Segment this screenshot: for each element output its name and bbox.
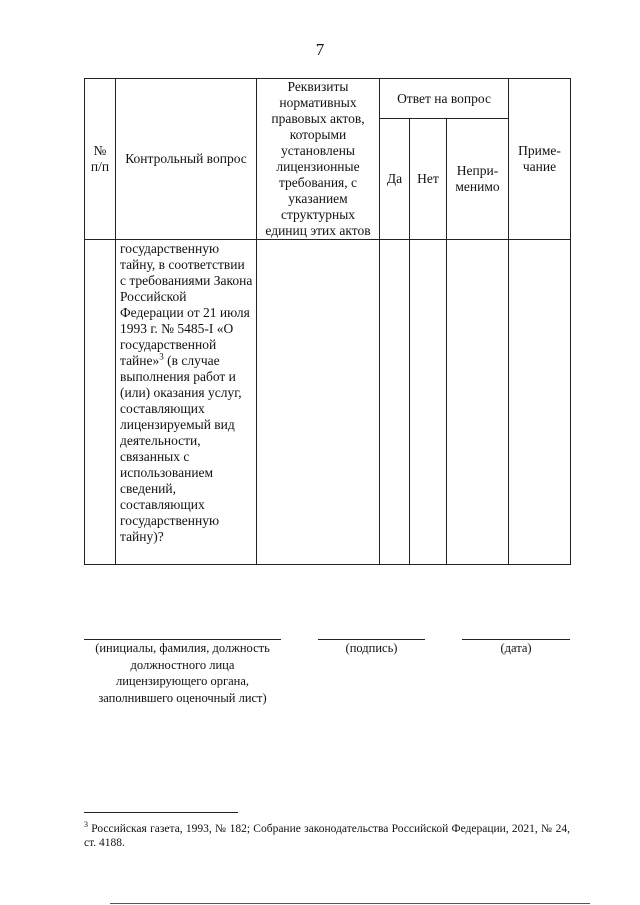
cell-number: [85, 240, 116, 565]
official-caption: (инициалы, фамилия, должность должностного лица лицензирующего органа, заполнившего оценочный лист): [95, 641, 270, 705]
cell-requisites: [257, 240, 380, 565]
page-number: 7: [315, 40, 325, 59]
date-caption: (дата): [500, 641, 532, 655]
header-no: Нет: [410, 119, 447, 240]
header-yes: Да: [380, 119, 410, 240]
checklist-table: [84, 78, 571, 565]
header-requisites: Реквизиты нормативных правовых актов, которыми установлены лицензионные требования, с указанием структурных единиц этих актов: [257, 79, 380, 240]
table-header-row: [85, 79, 571, 119]
header-not-applicable: Непри- менимо: [447, 119, 509, 240]
header-number: № п/п: [85, 79, 116, 240]
question-text: государственную тайну, в соответствии с требованиями Закона Российской Федерации от 21 июля 1993 г. № 5485-I «О государственной тайне»: [120, 241, 253, 368]
table-row: [85, 240, 571, 565]
cell-note: [509, 240, 571, 565]
cell-question: [116, 240, 257, 565]
cell-yes: [380, 240, 410, 565]
footnote-ref: 3: [159, 351, 164, 362]
cell-not-applicable: [447, 240, 509, 565]
scan-edge-line: [110, 903, 590, 904]
footnote: [84, 818, 570, 850]
signature-caption: (подпись): [345, 641, 398, 655]
header-note: Приме- чание: [509, 79, 571, 240]
header-answer-group: Ответ на вопрос: [380, 79, 509, 119]
footnote-text: Российская газета, 1993, № 182; Собрание законодательства Российской Федерации, 2021, № 24, ст. 4188.: [84, 822, 571, 849]
question-text-cont: (в случае выполнения работ и (или) оказания услуг, составляющих лицензируемый вид деятельности, связанных с использованием сведений, составляющих государственную тайну)?: [120, 353, 242, 544]
footnote-separator: [84, 812, 238, 813]
footnote-number: 3: [84, 820, 88, 829]
cell-no: [410, 240, 447, 565]
header-question: Контрольный вопрос: [116, 79, 257, 240]
